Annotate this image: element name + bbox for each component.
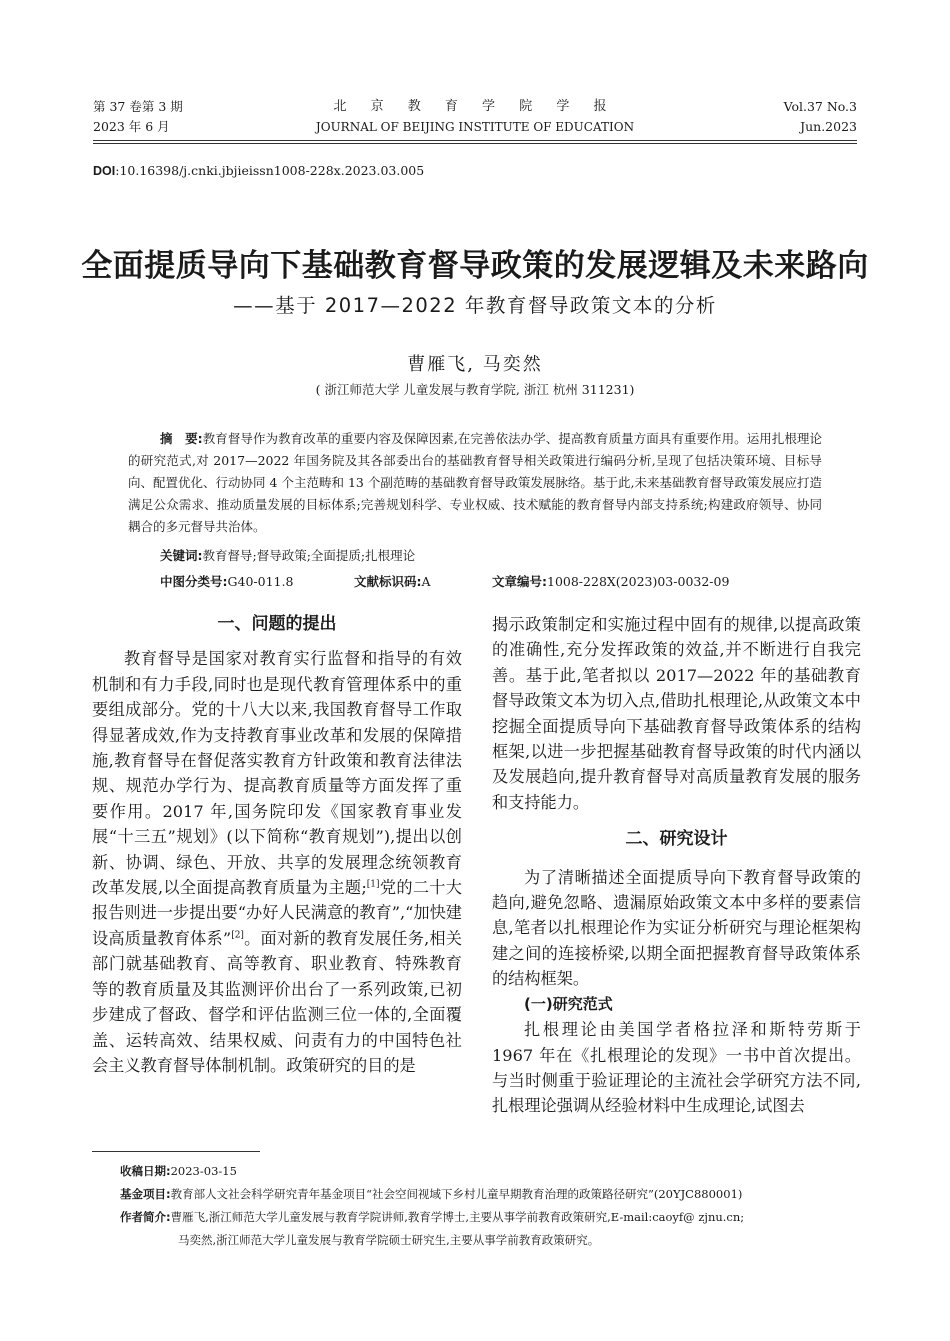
keywords-label: 关键词: — [160, 548, 203, 563]
abstract-label: 摘 要: — [160, 431, 203, 446]
received-value: 2023-03-15 — [170, 1164, 237, 1178]
author-value-1: 曹雁飞,浙江师范大学儿童发展与教育学院讲师,教育学博士,主要从事学前教育政策研究,E-mail:caoyf@ zjnu.cn; — [170, 1210, 745, 1224]
article-number-label: 文章编号: — [492, 574, 547, 589]
header-rule-top — [93, 140, 857, 141]
doc-code-label: 文献标识码: — [354, 574, 422, 589]
doi-value: :10.16398/j.cnki.jbjieissn1008-228x.2023.03.005 — [115, 163, 425, 178]
keywords — [160, 546, 415, 564]
subsection-heading: (一)研究范式 — [524, 994, 613, 1013]
doi-label: DOI — [93, 164, 116, 178]
section-1-heading: 一、问题的提出 — [217, 614, 337, 634]
authors: 曹雁飞, 马奕然 — [407, 354, 543, 375]
section-1-paragraph-continued: 揭示政策制定和实施过程中固有的规律,以提高政策的准确性,充分发挥政策的效益,并不断进行自我完善。基于此,笔者拟以 2017—2022 年的基础教育督导政策文本为切入点,借助扎根理论,从政策文本中挖掘全面提质导向下基础教育督导政策体系的结构框架,以进一步把握基础教育督导政策的时代内涵以及发展趋向,提升教育督导对高质量教育发展的服务和支持能力。 — [492, 615, 861, 812]
journal-name-en: JOURNAL OF BEIJING INSTITUTE OF EDUCATION — [315, 120, 635, 134]
received-label: 收稿日期: — [120, 1164, 171, 1178]
header-center — [290, 97, 660, 137]
fund-label: 基金项目: — [120, 1187, 171, 1201]
date-cn: 2023 年 6 月 — [93, 119, 170, 134]
body-column-left — [92, 612, 462, 1078]
doc-code-value: A — [421, 574, 431, 589]
clc-block — [160, 572, 293, 590]
header-right — [784, 97, 857, 137]
page-title: 全面提质导向下基础教育督导政策的发展逻辑及未来路向 — [81, 248, 869, 284]
article-number-block — [492, 572, 729, 590]
abstract — [128, 428, 822, 538]
section-2-paragraph: 为了清晰描述全面提质导向下教育督导政策的趋向,避免忽略、遗漏原始政策文本中多样的要素信息,笔者以扎根理论作为实证分析研究与理论框架构建之间的连接桥梁,以期全面把握教育督导政策体系的结构框架。 — [492, 867, 861, 989]
journal-name-cn: 北 京 教 育 学 院 学 报 — [333, 99, 617, 114]
paragraph-text-a: 教育督导是国家对教育实行监督和指导的有效机制和有力手段,同时也是现代教育管理体系中的重要组成部分。党的十八大以来,我国教育督导工作取得显著成效,作为支持教育事业改革和发展的保障措施,教育督导在督促落实教育方针政策和教育法律法规、规范办学行为、提高教育质量等方面发挥了重要作用。2017 年,国务院印发《国家教育事业发展“十三五”规划》(以下简称“教育规划”),提出以创新、协调、绿色、开放、共享的发展理念统领教育改革发展,以全面提高教育质量为主题; — [92, 649, 462, 898]
author-info-2: 马奕然,浙江师范大学儿童发展与教育学院硕士研究生,主要从事学前教育政策研究。 — [178, 1233, 600, 1247]
received-date — [120, 1160, 865, 1183]
article-number-value: 1008-228X(2023)03-0032-09 — [547, 574, 730, 589]
keywords-text: 教育督导;督导政策;全面提质;扎根理论 — [202, 548, 416, 563]
date-en: Jun.2023 — [800, 119, 857, 134]
author-info — [120, 1206, 865, 1229]
clc-value: G40-011.8 — [227, 574, 294, 589]
citation-2[interactable]: [2] — [231, 930, 244, 941]
volume-issue-en: Vol.37 No.3 — [783, 99, 857, 114]
author-label: 作者简介: — [120, 1210, 171, 1224]
doi-line — [93, 163, 424, 178]
clc-label: 中图分类号: — [160, 574, 228, 589]
header-left — [93, 97, 183, 137]
body-column-right — [492, 612, 861, 1119]
doc-code-block — [354, 572, 431, 590]
footnotes — [120, 1160, 865, 1252]
page-subtitle: ——基于 2017—2022 年教育督导政策文本的分析 — [233, 294, 717, 317]
fund-info — [120, 1183, 865, 1206]
paragraph-text-c: 。面对新的教育发展任务,相关部门就基础教育、高等教育、职业教育、特殊教育等的教育质量及其监测评价出台了一系列政策,已初步建成了督政、督学和评估监测三位一体的,全面覆盖、运转高效、结果权威、问责有力的中国特色社会主义教育督导体制机制。政策研究的目的是 — [92, 928, 462, 1075]
header-rule-bottom — [93, 143, 857, 144]
subsection-paragraph: 扎根理论由美国学者格拉泽和斯特劳斯于 1967 年在《扎根理论的发现》一书中首次提出。与当时侧重于验证理论的主流社会学研究方法不同,扎根理论强调从经验材料中生成理论,试图去 — [492, 1020, 861, 1116]
footnote-rule — [92, 1151, 260, 1152]
paragraph-text-b: 党的二十大报告则进一步提出要“办好人民满意的教育”,“加快建设高质量教育体系” — [92, 878, 462, 948]
volume-issue-cn: 第 37 卷第 3 期 — [93, 99, 183, 114]
section-2-heading: 二、研究设计 — [625, 829, 728, 850]
affiliation: ( 浙江师范大学 儿童发展与教育学院, 浙江 杭州 311231) — [315, 382, 635, 397]
section-1-paragraph — [92, 646, 462, 1078]
abstract-text: 教育督导作为教育改革的重要内容及保障因素,在完善依法办学、提高教育质量方面具有重要作用。运用扎根理论的研究范式,对 2017—2022 年国务院及其各部委出台的基础教育督导相关政策进行编码分析,呈现了包括决策环境、目标导向、配置优化、行动协同 4 个主范畴和 13 个副范畴的基础教育督导政策发展脉络。基于此,未来基础教育督导政策发展应打造满足公众需求、推动质量发展的目标体系;完善规划科学、专业权威、技术赋能的教育督导内部支持系统;构建政府领导、协同耦合的多元督导共治体。 — [128, 431, 822, 534]
fund-value: 教育部人文社会科学研究青年基金项目“社会空间视域下乡村儿童早期教育治理的政策路径研究”(20YJC880001) — [170, 1187, 743, 1201]
citation-1[interactable]: [1] — [366, 879, 380, 890]
